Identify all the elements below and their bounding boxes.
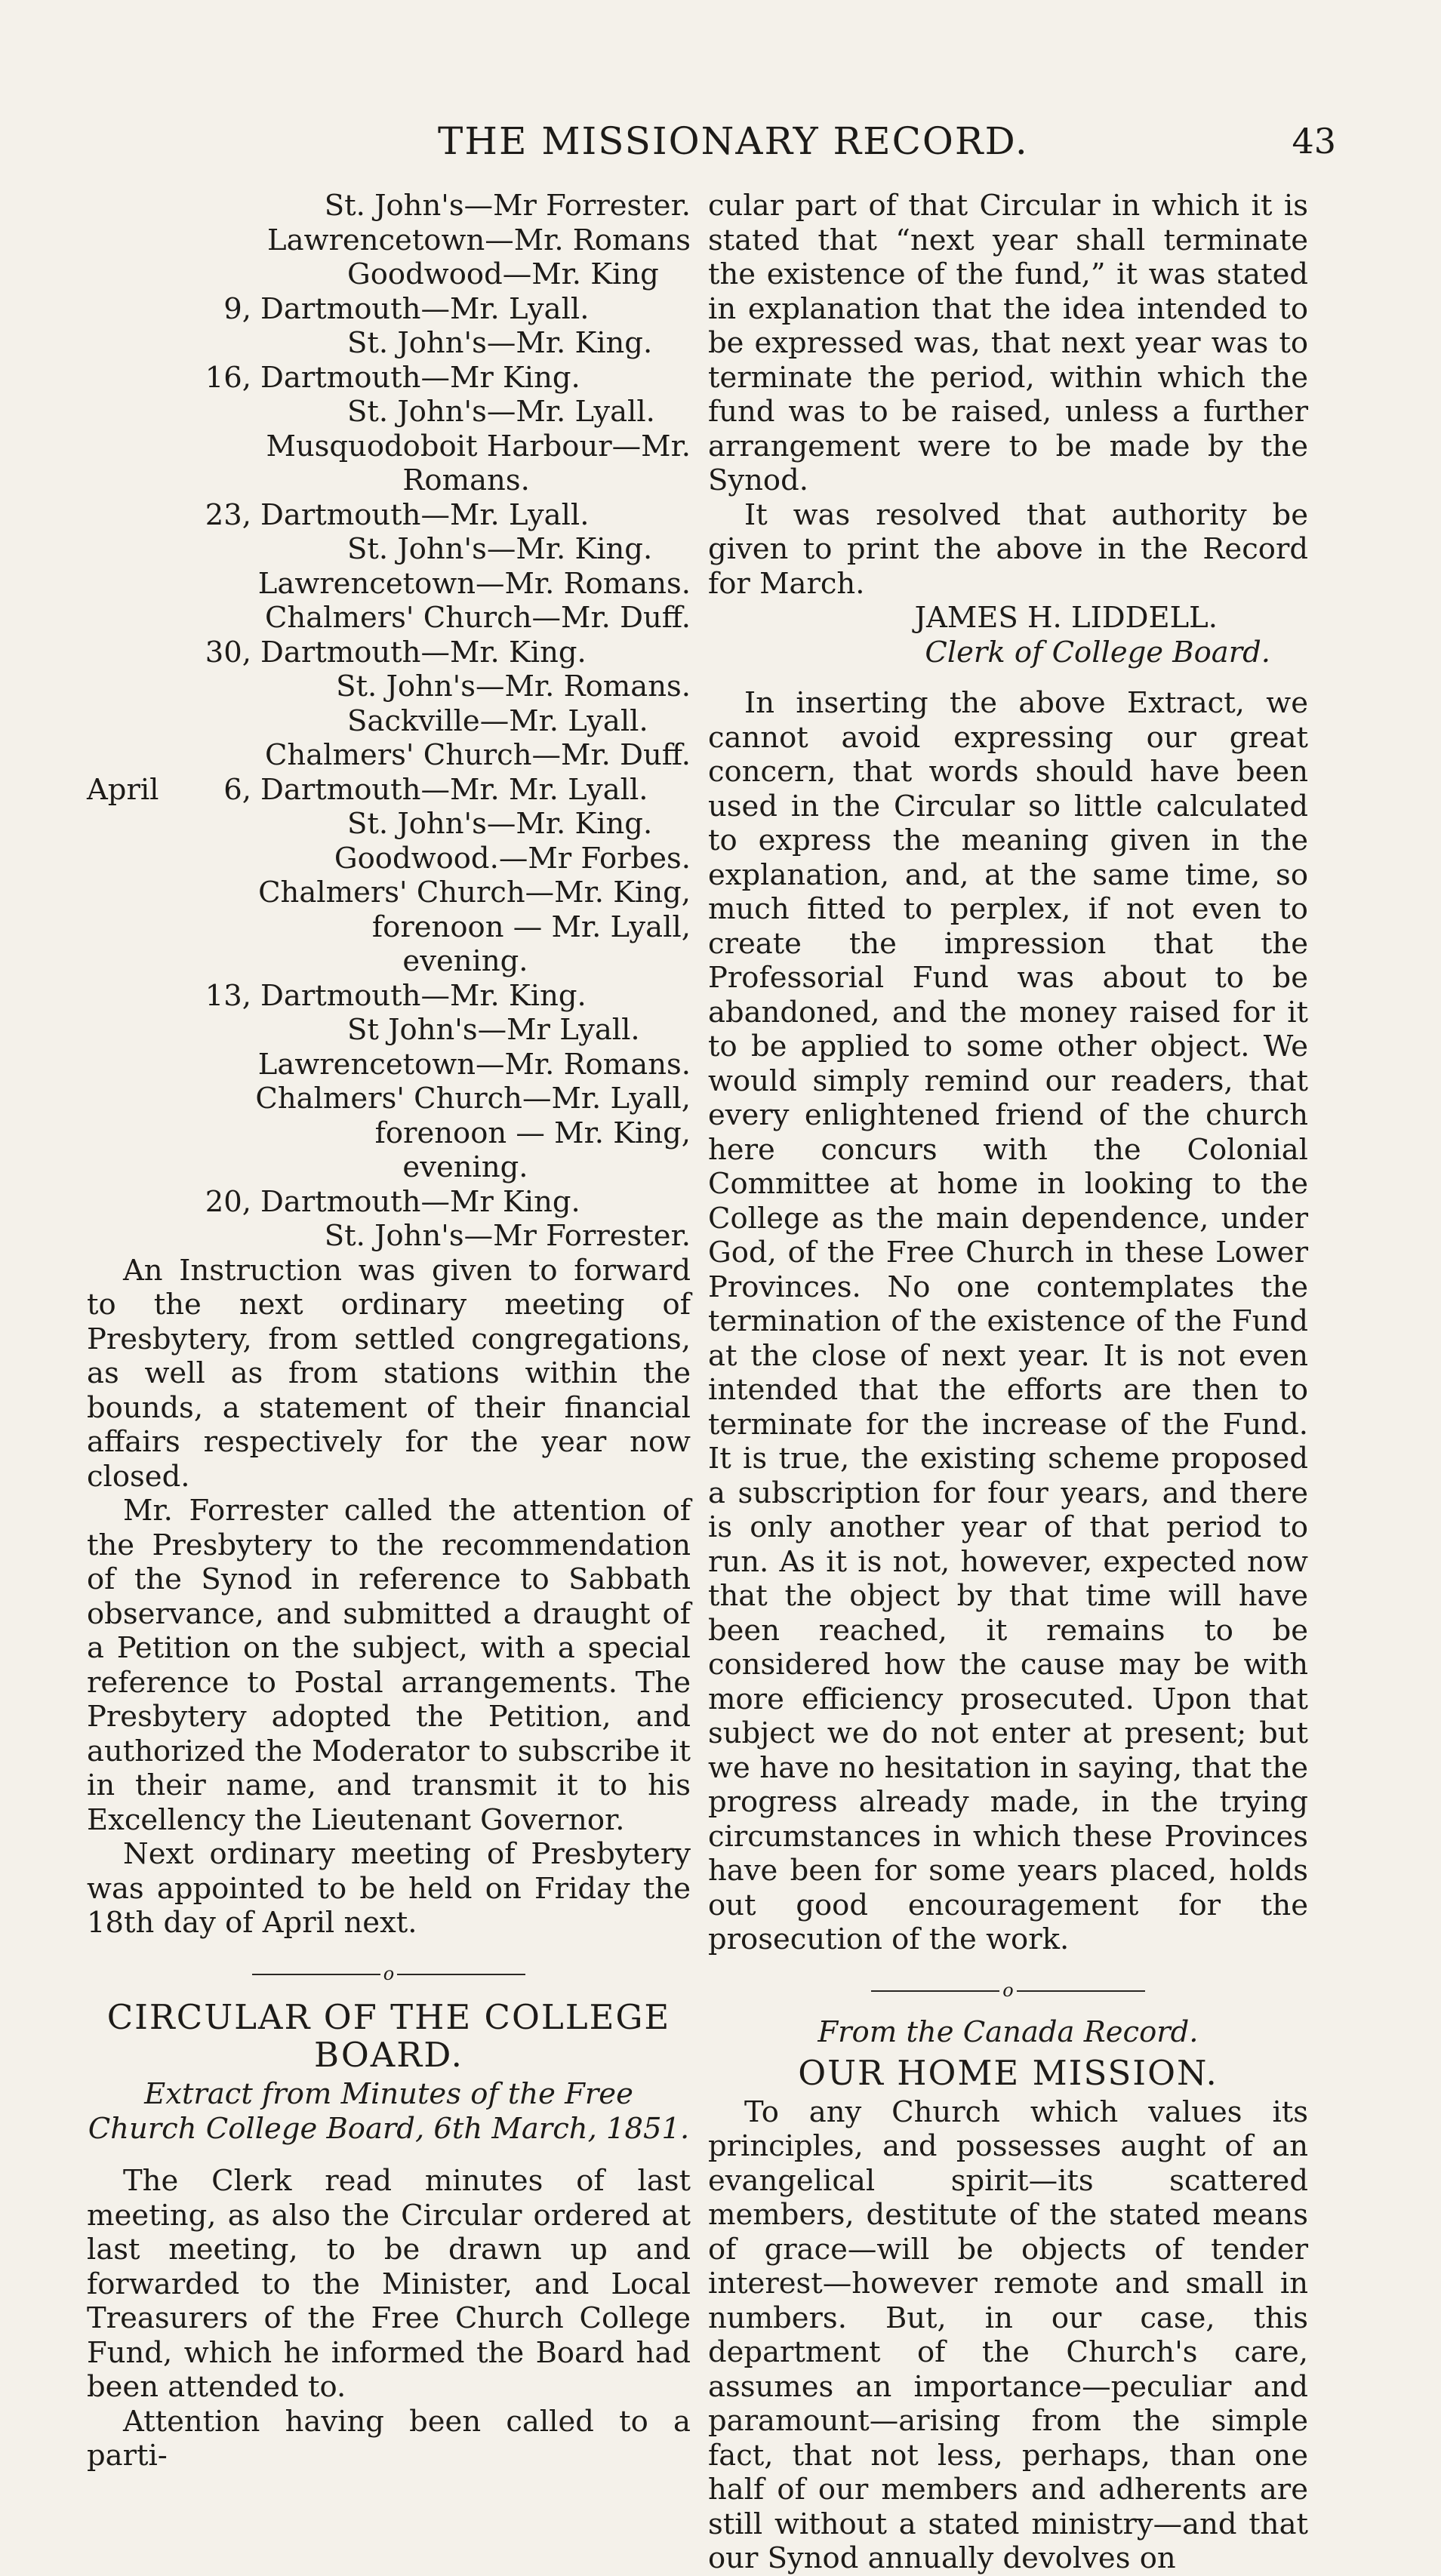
schedule-entry: Lawrencetown—Mr. Romans — [267, 223, 691, 257]
schedule-entry: Dartmouth—Mr King. — [260, 1184, 580, 1219]
schedule-row — [87, 1116, 691, 1151]
schedule-day — [147, 944, 260, 979]
schedule-day — [139, 189, 238, 223]
schedule-row — [87, 361, 691, 395]
schedule-month — [87, 223, 118, 258]
schedule-entry: Goodwood—Mr. King — [347, 257, 659, 291]
schedule-day — [113, 1082, 168, 1116]
schedule-row — [87, 773, 691, 808]
schedule-day — [147, 326, 260, 361]
schedule-entry: evening. — [347, 1150, 528, 1184]
preaching-schedule — [87, 189, 691, 1254]
schedule-day — [147, 704, 260, 739]
schedule-month — [87, 1116, 137, 1151]
schedule-entry: Chalmers' Church—Mr. Duff. — [264, 738, 691, 772]
schedule-day — [143, 842, 248, 876]
schedule-row — [87, 738, 691, 773]
schedule-entry: Musquodoboit Harbour—Mr. — [266, 429, 691, 463]
schedule-row — [87, 807, 691, 842]
next-meeting-paragraph: Next ordinary meeting of Presbytery was appointed to be held on Friday the 18th day of April next. — [87, 1837, 691, 1940]
schedule-month — [87, 463, 147, 498]
schedule-month — [87, 429, 118, 464]
schedule-row — [87, 257, 691, 292]
schedule-month — [87, 910, 136, 945]
schedule-month — [87, 1185, 147, 1220]
schedule-entry: Chalmers' Church—Mr. King, — [258, 876, 691, 909]
schedule-month — [87, 498, 147, 533]
schedule-entry: Dartmouth—Mr King. — [260, 360, 580, 395]
schedule-month — [87, 1013, 147, 1048]
schedule-month — [87, 842, 143, 876]
schedule-day: 16, — [205, 360, 251, 395]
schedule-row — [87, 292, 691, 327]
schedule-row — [87, 1013, 691, 1048]
schedule-day — [115, 876, 171, 910]
schedule-entry: Dartmouth—Mr. King. — [260, 978, 587, 1013]
source-credit: From the Canada Record. — [817, 2015, 1199, 2050]
running-title: THE MISSIONARY RECORD. — [438, 119, 1029, 163]
schedule-month — [87, 257, 147, 292]
schedule-row — [87, 842, 691, 876]
schedule-month — [87, 738, 117, 773]
schedule-entry: Dartmouth—Mr. Lyall. — [260, 291, 590, 326]
schedule-month — [87, 532, 147, 567]
signature-name: JAMES H. LIDDELL. — [914, 601, 1218, 635]
schedule-month — [87, 1048, 115, 1082]
schedule-day — [117, 738, 178, 773]
schedule-day: 20, — [205, 1184, 251, 1219]
schedule-row — [87, 395, 691, 429]
attention-paragraph: Attention having been called to a parti- — [87, 2404, 691, 2473]
schedule-entry: Goodwood.—Mr Forbes. — [334, 841, 691, 876]
schedule-day — [136, 910, 229, 945]
schedule-entry: St. John's—Mr Forrester. — [324, 189, 691, 223]
schedule-month — [87, 395, 147, 429]
schedule-month — [87, 292, 147, 327]
schedule-day: 23, — [205, 497, 251, 532]
home-mission-paragraph: To any Church which values its principles, and possesses aught of an evangelical spirit—its scattered members, destitute of the stated means of grace—will be objects of tender interest—however remote and small in numbers. But, in our case, this department of the Church's care, assumes an importance—peculiar and paramount—arising from the simple fact, that not less, perhaps, than one half of our members and adherents are still without a stated ministry—and that our Synod annually devolves on — [708, 2094, 1308, 2576]
schedule-month — [87, 944, 147, 979]
right-column — [708, 189, 1308, 2576]
schedule-entry: Dartmouth—Mr. Mr. Lyall. — [260, 772, 648, 807]
schedule-day — [117, 601, 178, 636]
schedule-entry: evening. — [347, 944, 528, 978]
schedule-row — [87, 636, 691, 670]
schedule-day — [147, 532, 260, 567]
schedule-day — [115, 567, 171, 602]
circular-subheading: Extract from Minutes of the Free Church College Board, 6th March, 1851. — [88, 2077, 690, 2146]
schedule-entry: Chalmers' Church—Mr. Duff. — [264, 601, 691, 635]
schedule-month — [87, 1219, 139, 1254]
schedule-row — [87, 223, 691, 258]
schedule-row — [87, 669, 691, 704]
schedule-entry: Lawrencetown—Mr. Romans. — [257, 566, 691, 601]
schedule-entry: Sackville—Mr. Lyall. — [347, 703, 648, 738]
schedule-entry: Dartmouth—Mr. Lyall. — [260, 497, 590, 532]
schedule-day — [137, 1116, 233, 1151]
schedule-day — [147, 1150, 260, 1185]
schedule-row — [87, 979, 691, 1014]
schedule-row — [87, 910, 691, 945]
schedule-row — [87, 463, 691, 498]
schedule-entry: Chalmers' Church—Mr. Lyall, — [255, 1082, 691, 1116]
schedule-row — [87, 1219, 691, 1254]
resolution-paragraph: It was resolved that authority be given to print the above in the Record for March. — [708, 497, 1308, 601]
schedule-entry: Dartmouth—Mr. King. — [260, 635, 587, 669]
schedule-entry: St. John's—Mr. Romans. — [336, 669, 691, 703]
schedule-day — [147, 1013, 260, 1048]
schedule-month — [87, 876, 115, 910]
schedule-entry: Lawrencetown—Mr. Romans. — [257, 1047, 691, 1082]
schedule-day — [115, 1048, 171, 1082]
schedule-month — [87, 1082, 113, 1116]
circular-continuation-paragraph: cular part of that Circular in which it is stated that “next year shall terminate the existence of the fund,” it was stated in explanation that the idea intended to be expressed was, that next year was to terminate the period, within which the fund was to be raised, unless a further arrangement were to be made by the Synod. — [708, 189, 1308, 497]
schedule-day — [147, 807, 260, 842]
schedule-day — [147, 395, 260, 429]
schedule-day — [118, 429, 180, 464]
schedule-entry: St. John's—Mr. Lyall. — [347, 395, 655, 429]
schedule-row — [87, 326, 691, 361]
schedule-entry: St. John's—Mr. King. — [347, 326, 653, 360]
schedule-month — [87, 567, 115, 602]
schedule-row — [87, 876, 691, 910]
schedule-row — [87, 944, 691, 979]
schedule-day: 9, — [223, 291, 251, 326]
home-mission-heading: OUR HOME MISSION. — [798, 2052, 1218, 2093]
circular-heading: CIRCULAR OF THE COLLEGE BOARD. — [106, 1997, 671, 2076]
schedule-row — [87, 601, 691, 636]
schedule-row — [87, 704, 691, 739]
schedule-entry: forenoon — Mr. Lyall, — [316, 909, 691, 944]
schedule-row — [87, 1185, 691, 1220]
schedule-day — [118, 223, 180, 258]
schedule-month — [87, 636, 147, 670]
schedule-entry: St John's—Mr Lyall. — [347, 1013, 640, 1047]
instruction-paragraph: An Instruction was given to forward to the next ordinary meeting of Presbytery, from settled congregations, as well as from stations within the bounds, a statement of their financial affairs respectively for the year now closed. — [87, 1253, 691, 1494]
schedule-row — [87, 567, 691, 602]
schedule-entry: St. John's—Mr. King. — [347, 532, 653, 566]
schedule-day: 13, — [205, 978, 251, 1013]
schedule-row — [87, 189, 691, 223]
left-column — [87, 189, 691, 2473]
schedule-day — [143, 669, 250, 704]
page-header — [393, 119, 1336, 172]
schedule-day: 6, — [223, 772, 251, 807]
schedule-month — [87, 704, 147, 739]
schedule-day — [147, 257, 260, 292]
schedule-month — [87, 807, 147, 842]
section-divider: o — [708, 1972, 1308, 2008]
schedule-month — [87, 669, 143, 704]
schedule-entry: St. John's—Mr Forrester. — [324, 1219, 691, 1253]
schedule-row — [87, 1082, 691, 1116]
section-divider: o — [87, 1956, 691, 1992]
schedule-day — [147, 463, 260, 498]
signature-title: Clerk of College Board. — [925, 635, 1270, 669]
schedule-day: 30, — [205, 635, 251, 669]
schedule-row — [87, 429, 691, 464]
sabbath-petition-paragraph: Mr. Forrester called the attention of the Presbytery to the recommendation of the Synod in reference to Sabbath observance, and submitted a draught of a Petition on the subject, with a special reference to Postal arrangements. The Presbytery adopted the Petition, and authorized the Moderator to subscribe it in their name, and transmit it to his Excellency the Lieutenant Governor. — [87, 1494, 691, 1837]
schedule-row — [87, 532, 691, 567]
schedule-month — [87, 601, 117, 636]
schedule-entry: forenoon — Mr. King, — [319, 1116, 691, 1150]
schedule-month: April — [87, 772, 159, 807]
schedule-entry: St. John's—Mr. King. — [347, 807, 653, 841]
schedule-month — [87, 189, 139, 223]
schedule-row — [87, 1048, 691, 1082]
schedule-day — [139, 1219, 238, 1254]
schedule-month — [87, 326, 147, 361]
schedule-month — [87, 1150, 147, 1185]
schedule-row — [87, 498, 691, 533]
page-number: 43 — [1292, 121, 1336, 162]
schedule-row — [87, 1150, 691, 1185]
schedule-entry: Romans. — [347, 463, 530, 497]
schedule-month — [87, 979, 147, 1014]
schedule-month — [87, 361, 147, 395]
editorial-paragraph: In inserting the above Extract, we cannot avoid expressing our great concern, that words should have been used in the Circular so little calculated to express the meaning given in the explanation, and, at the same time, so much fitted to perplex, if not even to create the impression that the Professorial Fund was about to be abandoned, and the money raised for it to be applied to some other object. We would simply remind our readers, that every enlightened friend of the church here concurs with the Colonial Committee at home in looking to the College as the main dependence, under God, of the Free Church in these Lower Provinces. No one contemplates the termination of the existence of the Fund at the close of next year. It is not even intended that the efforts are then to terminate for the increase of the Fund. It is true, the existing scheme proposed a subscription for four years, and there is only another year of that period to run. As it is not, however, expected now that the object by that time will have been reached, it remains to be considered how the cause may be with more efficiency prosecuted. Upon that subject we do not enter at present; but we have no hesitation in saying, that the progress already made, in the trying circumstances in which these Provinces have been for some years placed, holds out good encouragement for the prosecution of the work. — [708, 686, 1308, 1956]
clerk-minutes-paragraph: The Clerk read minutes of last meeting, as also the Circular ordered at last meeting, to be drawn up and forwarded to the Minister, and Local Treasurers of the Free Church College Fund, which he informed the Board had been attended to. — [87, 2164, 691, 2405]
